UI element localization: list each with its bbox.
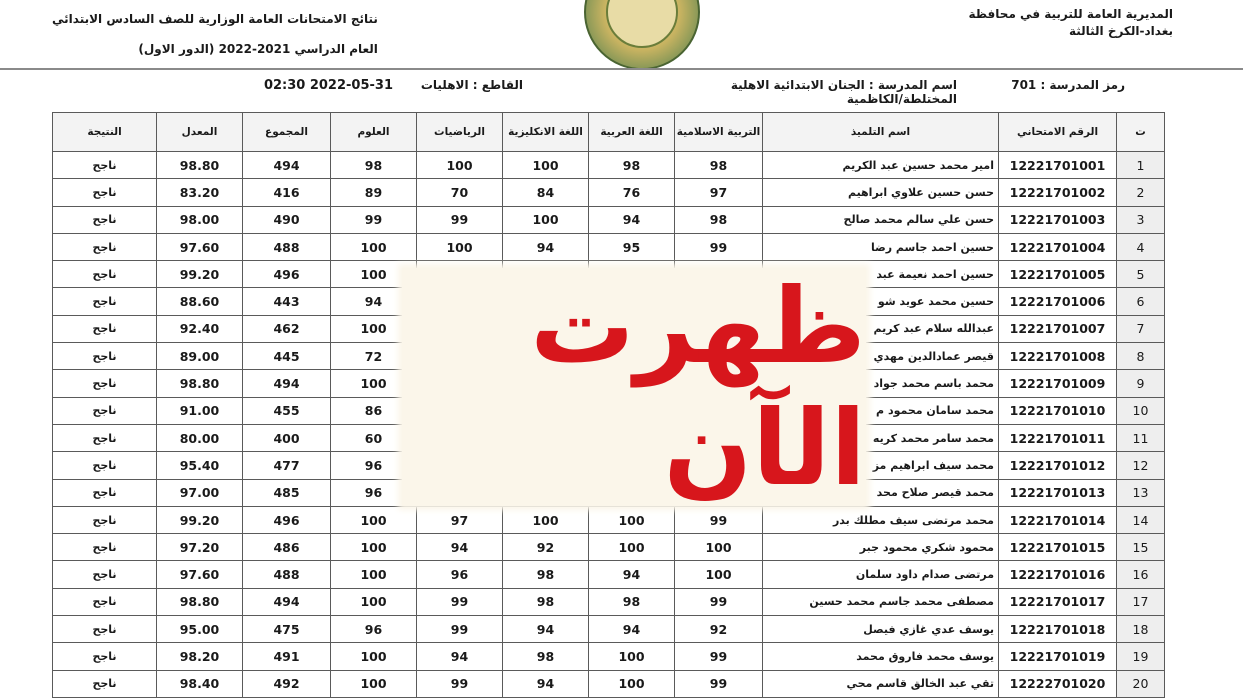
cell-exam-number: 12222701020 [999, 670, 1117, 697]
cell-seq: 7 [1117, 315, 1165, 342]
cell-seq: 19 [1117, 643, 1165, 670]
cell-exam-number: 12221701003 [999, 206, 1117, 233]
sector-label: القاطع : الاهليات [420, 78, 523, 92]
cell-science: 99 [331, 206, 417, 233]
cell-result: ناجح [53, 370, 157, 397]
exam-title-header [52, 4, 378, 64]
cell-average: 98.80 [157, 370, 243, 397]
table-row [53, 616, 1165, 643]
cell-math: 99 [417, 616, 503, 643]
ministry-seal-logo [584, 0, 700, 70]
cell-science: 100 [331, 506, 417, 533]
cell-exam-number: 12221701017 [999, 588, 1117, 615]
school-code: رمز المدرسة : 701 [1011, 78, 1125, 92]
cell-math: 99 [417, 206, 503, 233]
cell-result: ناجح [53, 152, 157, 179]
cell-science: 100 [331, 643, 417, 670]
cell-total: 400 [243, 424, 331, 451]
cell-seq: 20 [1117, 670, 1165, 697]
cell-science: 100 [331, 370, 417, 397]
cell-average: 98.40 [157, 670, 243, 697]
table-row [53, 670, 1165, 697]
cell-exam-number: 12221701005 [999, 261, 1117, 288]
table-row [53, 233, 1165, 260]
cell-science: 100 [331, 534, 417, 561]
cell-exam-number: 12221701010 [999, 397, 1117, 424]
table-row [53, 561, 1165, 588]
cell-total: 496 [243, 506, 331, 533]
cell-average: 97.00 [157, 479, 243, 506]
cell-student-name: قيصر عمادالدين مهدي [763, 343, 999, 370]
cell-average: 99.20 [157, 506, 243, 533]
cell-english: 94 [503, 233, 589, 260]
cell-math: 94 [417, 534, 503, 561]
cell-result: ناجح [53, 315, 157, 342]
cell-result: ناجح [53, 588, 157, 615]
cell-exam-number: 12221701012 [999, 452, 1117, 479]
cell-english: 100 [503, 506, 589, 533]
cell-english: 98 [503, 643, 589, 670]
cell-result: ناجح [53, 561, 157, 588]
cell-islamic: 99 [675, 643, 763, 670]
cell-math: 100 [417, 152, 503, 179]
cell-student-name: حسين احمد جاسم رضا [763, 233, 999, 260]
cell-total: 485 [243, 479, 331, 506]
cell-science: 89 [331, 179, 417, 206]
cell-seq: 11 [1117, 424, 1165, 451]
cell-total: 488 [243, 561, 331, 588]
cell-student-name: محمد مرتضى سيف مطلك بدر [763, 506, 999, 533]
cell-arabic: 95 [589, 233, 675, 260]
cell-islamic: 100 [675, 534, 763, 561]
cell-math: 96 [417, 561, 503, 588]
cell-student-name: محمد سامان محمود م [763, 397, 999, 424]
cell-student-name: محمد سامر محمد كريه [763, 424, 999, 451]
exam-title-line-1: نتائج الامتحانات العامة الوزارية للصف السادس الابتدائي [52, 12, 378, 26]
table-row [53, 152, 1165, 179]
cell-seq: 12 [1117, 452, 1165, 479]
school-name-line-1: اسم المدرسة : الجنان الابتدائية الاهلية [730, 78, 957, 92]
cell-average: 99.20 [157, 261, 243, 288]
cell-exam-number: 12221701011 [999, 424, 1117, 451]
cell-student-name: يوسف عدي غازي فيصل [763, 616, 999, 643]
cell-total: 455 [243, 397, 331, 424]
table-row [53, 506, 1165, 533]
announcement-text: ظهرت الآن [530, 265, 866, 509]
cell-arabic: 100 [589, 506, 675, 533]
cell-student-name: محمد قيصر صلاح محد [763, 479, 999, 506]
cell-total: 488 [243, 233, 331, 260]
cell-total: 492 [243, 670, 331, 697]
cell-science: 86 [331, 397, 417, 424]
cell-seq: 4 [1117, 233, 1165, 260]
cell-result: ناجح [53, 233, 157, 260]
cell-student-name: مرتضى صدام داود سلمان [763, 561, 999, 588]
cell-science: 100 [331, 261, 417, 288]
cell-seq: 8 [1117, 343, 1165, 370]
cell-math: 94 [417, 643, 503, 670]
cell-science: 96 [331, 452, 417, 479]
cell-seq: 18 [1117, 616, 1165, 643]
cell-student-name: محمد باسم محمد جواد [763, 370, 999, 397]
table-header-row [53, 113, 1165, 152]
table-row [53, 588, 1165, 615]
cell-science: 96 [331, 479, 417, 506]
cell-arabic: 100 [589, 534, 675, 561]
cell-student-name: محمد سيف ابراهيم مز [763, 452, 999, 479]
cell-average: 98.80 [157, 152, 243, 179]
cell-student-name: حسن حسين علاوي ابراهيم [763, 179, 999, 206]
header-divider [0, 68, 1243, 70]
cell-science: 100 [331, 561, 417, 588]
cell-total: 443 [243, 288, 331, 315]
cell-student-name: مصطفى محمد جاسم محمد حسين [763, 588, 999, 615]
cell-result: ناجح [53, 288, 157, 315]
cell-result: ناجح [53, 643, 157, 670]
cell-science: 100 [331, 315, 417, 342]
cell-student-name: يوسف محمد فاروق محمد [763, 643, 999, 670]
cell-seq: 16 [1117, 561, 1165, 588]
cell-total: 445 [243, 343, 331, 370]
cell-arabic: 98 [589, 588, 675, 615]
cell-math: 70 [417, 179, 503, 206]
cell-average: 97.60 [157, 233, 243, 260]
cell-student-name: حسن علي سالم محمد صالح [763, 206, 999, 233]
header-arabic: اللغة العربية [589, 113, 675, 152]
announcement-overlay [402, 265, 866, 509]
cell-science: 60 [331, 424, 417, 451]
cell-result: ناجح [53, 452, 157, 479]
cell-english: 94 [503, 670, 589, 697]
cell-average: 98.80 [157, 588, 243, 615]
cell-islamic: 98 [675, 206, 763, 233]
cell-result: ناجح [53, 506, 157, 533]
cell-student-name: حسين محمد عويد شو [763, 288, 999, 315]
cell-result: ناجح [53, 397, 157, 424]
cell-average: 80.00 [157, 424, 243, 451]
cell-total: 416 [243, 179, 331, 206]
cell-seq: 17 [1117, 588, 1165, 615]
cell-science: 96 [331, 616, 417, 643]
directorate-header [968, 6, 1173, 40]
cell-exam-number: 12221701013 [999, 479, 1117, 506]
cell-student-name: محمود شكري محمود جبر [763, 534, 999, 561]
cell-result: ناجح [53, 670, 157, 697]
cell-science: 98 [331, 152, 417, 179]
cell-math: 97 [417, 506, 503, 533]
cell-arabic: 100 [589, 670, 675, 697]
cell-science: 94 [331, 288, 417, 315]
cell-exam-number: 12221701016 [999, 561, 1117, 588]
cell-islamic: 97 [675, 179, 763, 206]
directorate-line-2: بغداد-الكرخ الثالثة [1068, 24, 1173, 38]
cell-result: ناجح [53, 616, 157, 643]
cell-english: 100 [503, 206, 589, 233]
cell-science: 72 [331, 343, 417, 370]
cell-seq: 2 [1117, 179, 1165, 206]
cell-seq: 10 [1117, 397, 1165, 424]
cell-result: ناجح [53, 479, 157, 506]
cell-math: 99 [417, 670, 503, 697]
cell-total: 494 [243, 152, 331, 179]
cell-islamic: 92 [675, 616, 763, 643]
cell-exam-number: 12221701018 [999, 616, 1117, 643]
cell-student-name: تقي عبد الخالق قاسم محي [763, 670, 999, 697]
cell-seq: 6 [1117, 288, 1165, 315]
cell-student-name: امير محمد حسين عبد الكريم [763, 152, 999, 179]
cell-science: 100 [331, 670, 417, 697]
directorate-line-1: المديرية العامة للتربية في محافظة [968, 7, 1173, 21]
cell-exam-number: 12221701004 [999, 233, 1117, 260]
cell-result: ناجح [53, 261, 157, 288]
cell-total: 486 [243, 534, 331, 561]
exam-title-line-2: العام الدراسي 2021-2022 (الدور الاول) [138, 42, 378, 56]
cell-science: 100 [331, 588, 417, 615]
table-row [53, 643, 1165, 670]
cell-islamic: 99 [675, 588, 763, 615]
cell-result: ناجح [53, 424, 157, 451]
cell-exam-number: 12221701007 [999, 315, 1117, 342]
cell-arabic: 100 [589, 643, 675, 670]
cell-average: 97.60 [157, 561, 243, 588]
header-seq: ت [1117, 113, 1165, 152]
cell-english: 92 [503, 534, 589, 561]
cell-math: 99 [417, 588, 503, 615]
cell-total: 494 [243, 370, 331, 397]
cell-arabic: 94 [589, 206, 675, 233]
cell-english: 98 [503, 561, 589, 588]
cell-science: 100 [331, 233, 417, 260]
cell-result: ناجح [53, 534, 157, 561]
cell-seq: 14 [1117, 506, 1165, 533]
cell-total: 477 [243, 452, 331, 479]
cell-average: 92.40 [157, 315, 243, 342]
cell-arabic: 94 [589, 561, 675, 588]
cell-exam-number: 12221701002 [999, 179, 1117, 206]
cell-student-name: عبدالله سلام عبد كريم [763, 315, 999, 342]
cell-seq: 3 [1117, 206, 1165, 233]
cell-english: 84 [503, 179, 589, 206]
cell-student-name: حسين احمد نعيمة عبد [763, 261, 999, 288]
cell-exam-number: 12221701009 [999, 370, 1117, 397]
cell-result: ناجح [53, 206, 157, 233]
cell-average: 91.00 [157, 397, 243, 424]
cell-exam-number: 12221701019 [999, 643, 1117, 670]
header-student-name: اسم التلميذ [763, 113, 999, 152]
cell-total: 490 [243, 206, 331, 233]
cell-average: 97.20 [157, 534, 243, 561]
header-islamic: التربية الاسلامية [675, 113, 763, 152]
table-row [53, 179, 1165, 206]
cell-math: 100 [417, 233, 503, 260]
cell-average: 89.00 [157, 343, 243, 370]
cell-average: 98.00 [157, 206, 243, 233]
header-total: المجموع [243, 113, 331, 152]
cell-result: ناجح [53, 343, 157, 370]
cell-seq: 15 [1117, 534, 1165, 561]
cell-english: 98 [503, 588, 589, 615]
cell-total: 494 [243, 588, 331, 615]
cell-total: 491 [243, 643, 331, 670]
table-row [53, 206, 1165, 233]
header-english: اللغة الانكليزية [503, 113, 589, 152]
report-datetime: 02:30 2022-05-31 [263, 78, 393, 93]
cell-seq: 9 [1117, 370, 1165, 397]
cell-average: 88.60 [157, 288, 243, 315]
cell-total: 462 [243, 315, 331, 342]
cell-islamic: 99 [675, 233, 763, 260]
cell-exam-number: 12221701006 [999, 288, 1117, 315]
table-row [53, 534, 1165, 561]
cell-exam-number: 12221701014 [999, 506, 1117, 533]
header-exam-number: الرقم الامتحاني [999, 113, 1117, 152]
cell-arabic: 98 [589, 152, 675, 179]
cell-exam-number: 12221701015 [999, 534, 1117, 561]
cell-result: ناجح [53, 179, 157, 206]
cell-seq: 13 [1117, 479, 1165, 506]
cell-total: 475 [243, 616, 331, 643]
cell-total: 496 [243, 261, 331, 288]
cell-average: 98.20 [157, 643, 243, 670]
cell-seq: 5 [1117, 261, 1165, 288]
school-name-line-2: المختلطة/الكاظمية [846, 92, 957, 106]
header-average: المعدل [157, 113, 243, 152]
cell-islamic: 99 [675, 670, 763, 697]
cell-english: 100 [503, 152, 589, 179]
cell-average: 95.40 [157, 452, 243, 479]
cell-exam-number: 12221701001 [999, 152, 1117, 179]
school-name [731, 78, 957, 106]
cell-english: 94 [503, 616, 589, 643]
cell-islamic: 100 [675, 561, 763, 588]
cell-arabic: 94 [589, 616, 675, 643]
cell-arabic: 76 [589, 179, 675, 206]
cell-seq: 1 [1117, 152, 1165, 179]
cell-exam-number: 12221701008 [999, 343, 1117, 370]
cell-average: 83.20 [157, 179, 243, 206]
cell-islamic: 98 [675, 152, 763, 179]
header-science: العلوم [331, 113, 417, 152]
header-result: النتيجة [53, 113, 157, 152]
cell-islamic: 99 [675, 506, 763, 533]
header-math: الرياضيات [417, 113, 503, 152]
cell-average: 95.00 [157, 616, 243, 643]
